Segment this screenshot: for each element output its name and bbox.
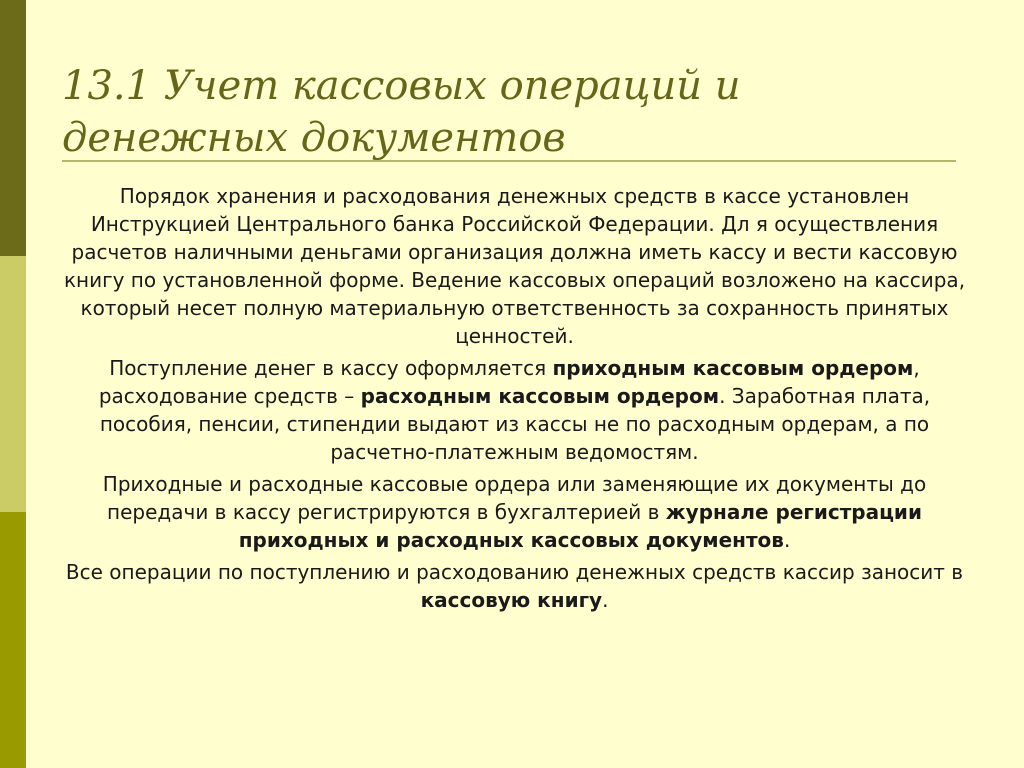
title-divider xyxy=(62,160,956,162)
paragraph-text: . xyxy=(602,588,609,612)
slide-title: 13.1 Учет кассовых операций и денежных документов xyxy=(62,63,741,161)
paragraph-text: , расходование средств – xyxy=(98,356,920,408)
paragraph-text: Все операции по поступлению и расходованию денежных средств кассир заносит в xyxy=(65,560,964,584)
paragraph-registration xyxy=(62,470,967,554)
sidebar-segment-middle xyxy=(0,256,26,512)
term-expense-order: расходным кассовым ордером xyxy=(360,384,720,408)
term-cash-book: кассовую книгу xyxy=(420,588,603,612)
paragraph-text: . xyxy=(783,528,791,552)
slide-body xyxy=(62,182,967,618)
paragraph-text: Приходные и расходные кассовые ордера или заменяющие их документы до передачи в кассу регистрируются в бухгалтерией в xyxy=(102,472,927,524)
decorative-sidebar xyxy=(0,0,26,768)
term-receipt-order: приходным кассовым ордером xyxy=(552,356,914,380)
paragraph-cash-orders xyxy=(62,354,967,466)
sidebar-segment-top xyxy=(0,0,26,256)
paragraph-text: Порядок хранения и расходования денежных средств в кассе установлен Инструкцией Центрального банка Российской Федерации. Дл я осуществления расчетов наличными деньгами организация должна иметь кассу и вести кассовую книгу по установленной форме. Ведение кассовых операций возложено на кассира, который несет полную материальную ответственность за сохранность принятых ценностей. xyxy=(63,184,966,348)
paragraph-text: . Заработная плата, пособия, пенсии, стипендии выдают из кассы не по расходным ордерам, а по расчетно-платежным ведомостям. xyxy=(99,384,931,464)
term-registration-journal: журнале регистрации приходных и расходных кассовых документов xyxy=(238,500,922,552)
sidebar-segment-bottom xyxy=(0,512,26,768)
paragraph-storage-rules xyxy=(62,182,967,350)
paragraph-cash-book xyxy=(62,558,967,614)
paragraph-text: Поступление денег в кассу оформляется xyxy=(109,356,553,380)
